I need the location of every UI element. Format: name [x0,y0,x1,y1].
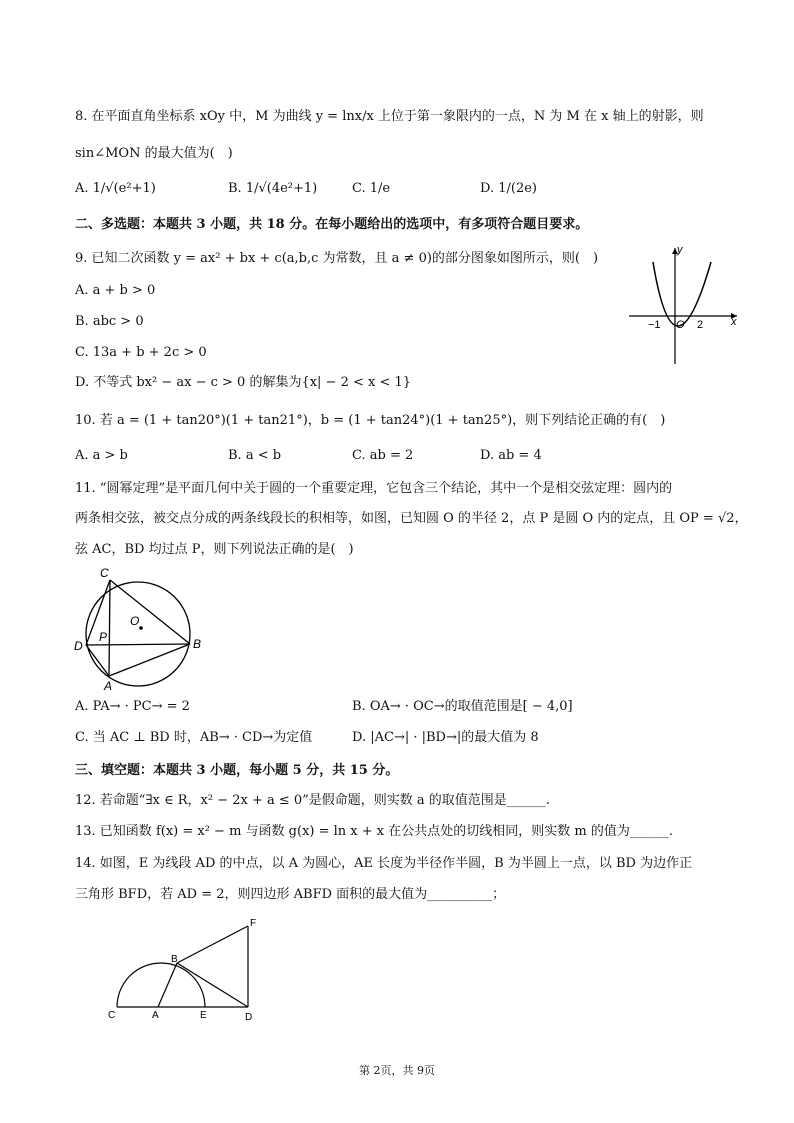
label-f: F [250,918,257,929]
label-o: O [130,614,140,628]
q9-option-b: B. abc > 0 [75,314,144,329]
label-a: A [152,1010,159,1021]
label-c: C [108,1010,116,1021]
q13: 13. 已知函数 f(x) = x² − m 与函数 g(x) = ln x + x 在公共点处的切线相同，则实数 m 的值为______. [75,824,673,839]
chord-ab [109,644,190,676]
q10-option-d: D. ab = 4 [480,448,542,463]
q9-option-c: C. 13a + b + 2c > 0 [75,345,207,360]
label-b: B [171,954,178,965]
q10-option-c: C. ab = 2 [352,448,414,463]
label-d: D [74,639,83,653]
label-a: A [104,679,113,692]
segment-bd [177,963,248,1007]
q11-line2: 两条相交弦，被交点分成的两条线段长的积相等，如图，已知圆 O 的半径 2，点 P 是圆 O 内的定点，且 OP = √2， [75,511,748,526]
label-p: P [99,630,108,644]
q11-option-d: D. |AC→| · |BD→|的最大值为 8 [352,730,539,745]
label-two: 2 [697,319,704,331]
semicircle-triangle-figure [100,916,265,1026]
q11-option-c: C. 当 AC ⊥ BD 时，AB→ · CD→为定值 [75,730,313,745]
label-b: B [193,637,202,651]
q8-option-d: D. 1/(2e) [480,181,537,196]
section-3-heading: 三、填空题：本题共 3 小题，每小题 5 分，共 15 分。 [75,763,399,778]
label-origin: O [676,319,685,331]
q14-line1: 14. 如图，E 为线段 AD 的中点，以 A 为圆心，AE 长度为半径作半圆，B 为半圆上一点，以 BD 为边作正 [75,856,693,871]
section-2-heading: 二、多选题：本题共 3 小题，共 18 分。在每小题给出的选项中，有多项符合题目要求。 [75,217,589,232]
q8-line1: 8. 在平面直角坐标系 xOy 中，M 为曲线 y = lnx/x 上位于第一象限内的一点，N 为 M 在 x 轴上的射影，则 [75,109,704,124]
chord-da [86,645,109,676]
chord-cb [110,580,190,644]
parabola-figure [625,242,745,370]
segment-bf [177,926,248,963]
chord-db [86,644,190,645]
q14-line2: 三角形 BFD，若 AD = 2，则四边形 ABFD 面积的最大值为__________； [75,887,506,902]
q11-option-b: B. OA→ · OC→的取值范围是[ − 4,0] [352,699,573,714]
q10-option-a: A. a > b [75,448,128,463]
q12: 12. 若命题“∃x ∈ R，x² − 2x + a ≤ 0”是假命题，则实数 a 的取值范围是______. [75,793,550,808]
q11-line3: 弦 AC，BD 均过点 P，则下列说法正确的是( ) [75,542,354,557]
center-point [139,626,143,630]
q10-option-b: B. a < b [228,448,282,463]
chord-ca [109,580,110,676]
circle-chords-figure [72,566,212,692]
label-neg1: −1 [648,319,661,331]
label-d: D [245,1012,253,1023]
label-x: x [731,316,737,328]
q8-option-b: B. 1/√(4e²+1) [228,181,318,196]
q10-stem: 10. 若 a = (1 + tan20°)(1 + tan21°)，b = (1 + tan24°)(1 + tan25°)，则下列结论正确的有( ) [75,413,666,428]
label-c: C [100,566,109,580]
q11-line1: 11. “圆幂定理”是平面几何中关于圆的一个重要定理，它包含三个结论，其中一个是相交弦定理：圆内的 [75,481,673,496]
q9-option-a: A. a + b > 0 [75,283,156,298]
q8-option-c: C. 1/e [352,181,391,196]
label-e: E [200,1010,207,1021]
q8-option-a: A. 1/√(e²+1) [75,181,156,196]
label-y: y [677,244,683,256]
q11-option-a: A. PA→ · PC→ = 2 [75,699,190,714]
page-footer: 第 2页，共 9页 [359,1064,435,1077]
q8-line2: sin∠MON 的最大值为( ) [75,146,233,161]
q9-stem: 9. 已知二次函数 y = ax² + bx + c(a,b,c 为常数，且 a ≠ 0)的部分图象如图所示，则( ) [75,251,599,266]
segment-ab [158,963,177,1007]
q9-option-d: D. 不等式 bx² − ax − c > 0 的解集为{x| − 2 < x < 1} [75,375,412,390]
